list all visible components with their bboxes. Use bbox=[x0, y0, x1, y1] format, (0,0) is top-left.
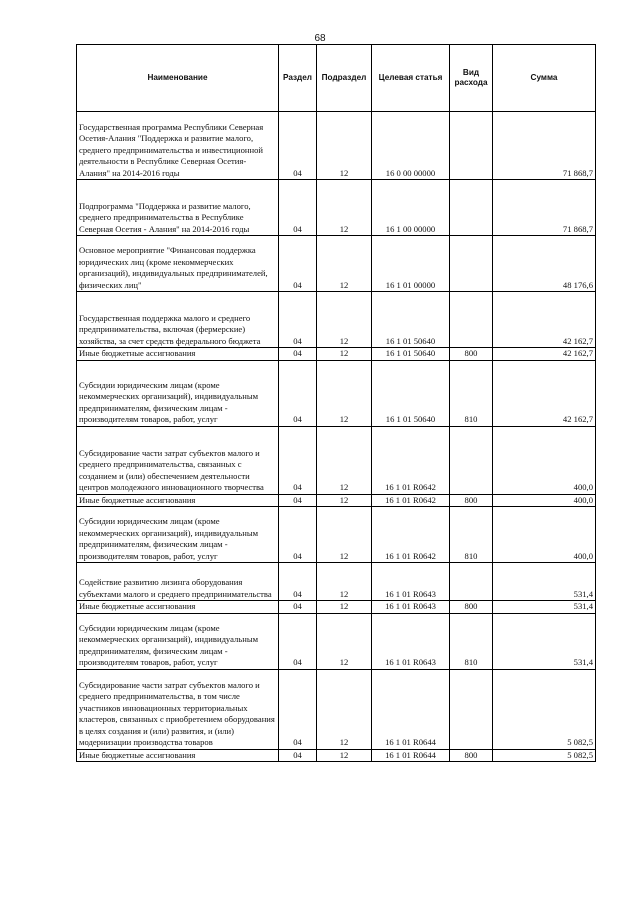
row-target: 16 1 01 R0644 bbox=[372, 669, 450, 749]
row-name: Субсидирование части затрат субъектов малого и среднего предпринимательства, в том числе участников инновационных территориальных кластеров, связанных с приобретением оборудования в целях создания и (или) развития, и (или) модернизации производства товаров bbox=[77, 669, 279, 749]
row-target: 16 1 01 00000 bbox=[372, 236, 450, 292]
row-name: Субсидии юридическим лицам (кроме некоммерческих организаций), индивидуальным предпринимателям, физическим лицам - производителям товаров, работ, услуг bbox=[77, 507, 279, 563]
header-subsection: Подраздел bbox=[317, 45, 372, 112]
row-expense-type bbox=[450, 426, 493, 494]
row-subsection: 12 bbox=[317, 292, 372, 348]
row-subsection: 12 bbox=[317, 494, 372, 507]
row-section: 04 bbox=[279, 180, 317, 236]
row-expense-type: 800 bbox=[450, 348, 493, 361]
header-target: Целевая статья bbox=[372, 45, 450, 112]
row-amount: 5 082,5 bbox=[493, 749, 596, 762]
row-expense-type bbox=[450, 669, 493, 749]
row-section: 04 bbox=[279, 601, 317, 614]
budget-table bbox=[76, 44, 596, 762]
row-target: 16 1 01 50640 bbox=[372, 348, 450, 361]
table-row bbox=[77, 426, 596, 494]
row-section: 04 bbox=[279, 749, 317, 762]
row-subsection: 12 bbox=[317, 180, 372, 236]
row-subsection: 12 bbox=[317, 507, 372, 563]
row-expense-type bbox=[450, 180, 493, 236]
row-target: 16 1 01 R0642 bbox=[372, 426, 450, 494]
table-row bbox=[77, 292, 596, 348]
header-row bbox=[77, 45, 596, 112]
row-amount: 71 868,7 bbox=[493, 112, 596, 180]
row-name: Иные бюджетные ассигнования bbox=[77, 749, 279, 762]
row-subsection: 12 bbox=[317, 669, 372, 749]
row-subsection: 12 bbox=[317, 348, 372, 361]
row-name: Иные бюджетные ассигнования bbox=[77, 348, 279, 361]
row-target: 16 0 00 00000 bbox=[372, 112, 450, 180]
row-name: Государственная поддержка малого и среднего предпринимательства, включая (фермерские) хозяйства, за счет средств федерального бюджета bbox=[77, 292, 279, 348]
row-amount: 42 162,7 bbox=[493, 348, 596, 361]
row-name: Содействие развитию лизинга оборудования субъектами малого и среднего предпринимательства bbox=[77, 563, 279, 601]
row-section: 04 bbox=[279, 613, 317, 669]
table-row bbox=[77, 669, 596, 749]
row-name: Субсидирование части затрат субъектов малого и среднего предпринимательства, связанных с созданием и (или) обеспечением деятельности центров молодежного инновационного творчества bbox=[77, 426, 279, 494]
row-section: 04 bbox=[279, 360, 317, 426]
table-row bbox=[77, 613, 596, 669]
row-expense-type: 810 bbox=[450, 613, 493, 669]
table-row bbox=[77, 180, 596, 236]
row-target: 16 1 01 R0643 bbox=[372, 563, 450, 601]
row-section: 04 bbox=[279, 669, 317, 749]
row-section: 04 bbox=[279, 292, 317, 348]
row-amount: 400,0 bbox=[493, 494, 596, 507]
row-expense-type bbox=[450, 292, 493, 348]
table-row bbox=[77, 360, 596, 426]
row-target: 16 1 01 R0644 bbox=[372, 749, 450, 762]
row-section: 04 bbox=[279, 348, 317, 361]
row-target: 16 1 01 R0642 bbox=[372, 494, 450, 507]
row-amount: 531,4 bbox=[493, 563, 596, 601]
row-expense-type bbox=[450, 563, 493, 601]
row-subsection: 12 bbox=[317, 601, 372, 614]
row-amount: 531,4 bbox=[493, 601, 596, 614]
row-target: 16 1 01 50640 bbox=[372, 292, 450, 348]
row-amount: 42 162,7 bbox=[493, 360, 596, 426]
row-expense-type: 800 bbox=[450, 494, 493, 507]
page-number: 68 bbox=[314, 33, 326, 44]
row-amount: 42 162,7 bbox=[493, 292, 596, 348]
row-expense-type bbox=[450, 236, 493, 292]
row-name: Подпрограмма "Поддержка и развитие малого, среднего предпринимательства в Республике Северная Осетия - Алания" на 2014-2016 годы bbox=[77, 180, 279, 236]
row-expense-type: 800 bbox=[450, 601, 493, 614]
row-subsection: 12 bbox=[317, 236, 372, 292]
row-name: Иные бюджетные ассигнования bbox=[77, 601, 279, 614]
row-name: Иные бюджетные ассигнования bbox=[77, 494, 279, 507]
row-amount: 531,4 bbox=[493, 613, 596, 669]
table-row bbox=[77, 112, 596, 180]
table-row bbox=[77, 348, 596, 361]
header-name: Наименование bbox=[77, 45, 279, 112]
row-target: 16 1 01 R0642 bbox=[372, 507, 450, 563]
table-row bbox=[77, 563, 596, 601]
row-name: Государственная программа Республики Северная Осетия-Алания "Поддержка и развитие малого, среднего предпринимательства и инвестиционной деятельности в Республике Северная Осетия-Алания" на 2014-2016 годы bbox=[77, 112, 279, 180]
row-target: 16 1 00 00000 bbox=[372, 180, 450, 236]
row-section: 04 bbox=[279, 112, 317, 180]
row-expense-type bbox=[450, 112, 493, 180]
row-target: 16 1 01 R0643 bbox=[372, 601, 450, 614]
row-subsection: 12 bbox=[317, 360, 372, 426]
row-amount: 400,0 bbox=[493, 507, 596, 563]
table-row bbox=[77, 507, 596, 563]
row-section: 04 bbox=[279, 236, 317, 292]
row-section: 04 bbox=[279, 507, 317, 563]
row-name: Основное мероприятие "Финансовая поддержка юридических лиц (кроме некоммерческих организаций), индивидуальных предпринимателей, физических лиц" bbox=[77, 236, 279, 292]
row-subsection: 12 bbox=[317, 613, 372, 669]
header-expense-type: Вид расхода bbox=[450, 45, 493, 112]
row-section: 04 bbox=[279, 563, 317, 601]
row-amount: 48 176,6 bbox=[493, 236, 596, 292]
row-section: 04 bbox=[279, 494, 317, 507]
table-row bbox=[77, 236, 596, 292]
row-expense-type: 800 bbox=[450, 749, 493, 762]
row-subsection: 12 bbox=[317, 426, 372, 494]
table-row bbox=[77, 601, 596, 614]
row-name: Субсидии юридическим лицам (кроме некоммерческих организаций), индивидуальным предпринимателям, физическим лицам - производителям товаров, работ, услуг bbox=[77, 613, 279, 669]
row-amount: 5 082,5 bbox=[493, 669, 596, 749]
table-row bbox=[77, 494, 596, 507]
row-expense-type: 810 bbox=[450, 360, 493, 426]
row-subsection: 12 bbox=[317, 563, 372, 601]
table-row bbox=[77, 749, 596, 762]
row-target: 16 1 01 R0643 bbox=[372, 613, 450, 669]
header-section: Раздел bbox=[279, 45, 317, 112]
row-name: Субсидии юридическим лицам (кроме некоммерческих организаций), индивидуальным предпринимателям, физическим лицам - производителям товаров, работ, услуг bbox=[77, 360, 279, 426]
header-amount: Сумма bbox=[493, 45, 596, 112]
row-expense-type: 810 bbox=[450, 507, 493, 563]
row-amount: 400,0 bbox=[493, 426, 596, 494]
row-subsection: 12 bbox=[317, 112, 372, 180]
row-section: 04 bbox=[279, 426, 317, 494]
row-amount: 71 868,7 bbox=[493, 180, 596, 236]
row-subsection: 12 bbox=[317, 749, 372, 762]
row-target: 16 1 01 50640 bbox=[372, 360, 450, 426]
